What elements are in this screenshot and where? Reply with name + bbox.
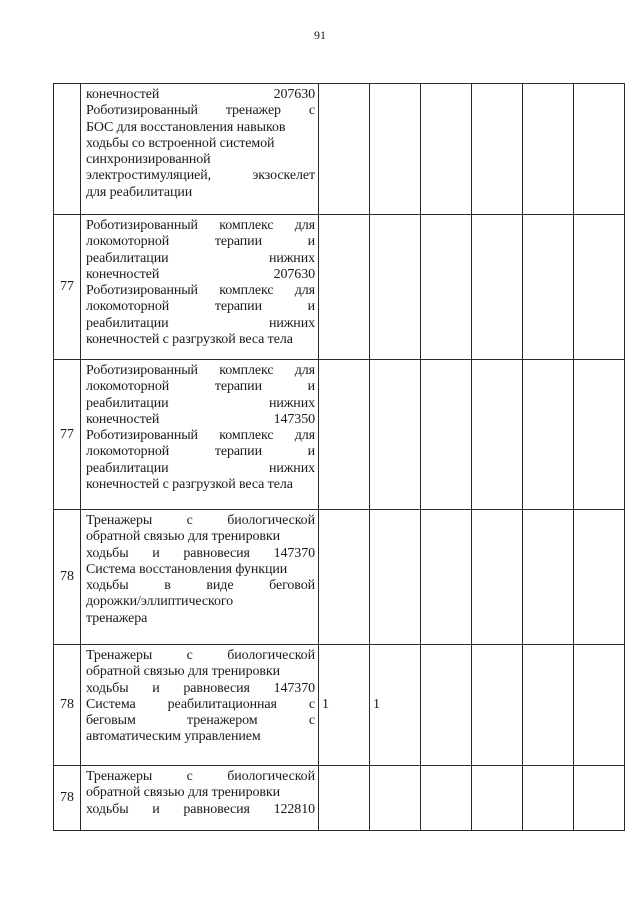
description-line: для реабилитации [86, 184, 193, 200]
description-line: БОС для восстановления навыков [86, 119, 286, 135]
value-cell [523, 360, 574, 510]
table-row [54, 215, 625, 360]
description-line: конечностей с разгрузкой веса тела [86, 477, 293, 493]
description-line: обратной связью для тренировки [86, 529, 280, 545]
value-cell: 1 [319, 645, 370, 766]
value-cell [523, 645, 574, 766]
table-row [54, 360, 625, 510]
value-cell [370, 360, 421, 510]
description-line: обратной связью для тренировки [86, 785, 280, 801]
description-cell [81, 84, 319, 215]
value-cell [472, 510, 523, 645]
description-line: конечностей 207630 [86, 266, 315, 282]
table-row [54, 766, 625, 831]
table-row [54, 645, 625, 766]
value-cell [370, 766, 421, 831]
row-number-cell: 78 [54, 766, 81, 831]
description-line: Система реабилитационная с [86, 696, 315, 712]
description-line: ходьбы в виде беговой [86, 578, 315, 594]
value-cell [421, 360, 472, 510]
description-line: обратной связью для тренировки [86, 664, 280, 680]
value-cell [319, 215, 370, 360]
description-line: автоматическим управлением [86, 729, 261, 745]
description-line: электростимуляцией, экзоскелет [86, 168, 315, 184]
description-line: реабилитации нижних [86, 460, 315, 476]
page-number: 91 [314, 28, 326, 42]
description-line: Тренажеры с биологической [86, 513, 315, 528]
value-cell [370, 215, 421, 360]
value-cell [421, 766, 472, 831]
description-line: беговым тренажером с [86, 713, 315, 729]
description-line: Тренажеры с биологической [86, 648, 315, 663]
value-cell [370, 84, 421, 215]
row-number-cell: 78 [54, 645, 81, 766]
description-line: Роботизированный комплекс для [86, 428, 315, 444]
value-cell [421, 215, 472, 360]
description-cell [81, 360, 319, 510]
value-cell: 1 [370, 645, 421, 766]
value-cell [472, 360, 523, 510]
table-row [54, 84, 625, 215]
value-cell [523, 510, 574, 645]
description-line: локомоторной терапии и [86, 299, 315, 315]
description-line: реабилитации нижних [86, 315, 315, 331]
description-line: синхронизированной [86, 152, 211, 168]
value-cell [319, 766, 370, 831]
description-line: конечностей с разгрузкой веса тела [86, 332, 293, 348]
row-number-cell: 78 [54, 510, 81, 645]
value-cell [370, 510, 421, 645]
value-cell [319, 510, 370, 645]
row-number-cell [54, 84, 81, 215]
value-cell [472, 645, 523, 766]
description-line: локомоторной терапии и [86, 444, 315, 460]
description-line: Система восстановления функции [86, 561, 288, 577]
value-cell [421, 510, 472, 645]
description-line: реабилитации нижних [86, 395, 315, 411]
description-line: тренажера [86, 610, 148, 626]
description-line: реабилитации нижних [86, 250, 315, 266]
row-number-cell: 77 [54, 360, 81, 510]
description-line: Роботизированный комплекс для [86, 283, 315, 299]
description-line: ходьбы и равновесия 122810 [86, 801, 315, 817]
value-cell [574, 766, 625, 831]
value-cell [472, 766, 523, 831]
value-cell [319, 84, 370, 215]
description-cell [81, 215, 319, 360]
description-line: Роботизированный тренажер с [86, 103, 315, 119]
equipment-table [53, 83, 625, 831]
description-line: ходьбы со встроенной системой [86, 135, 275, 151]
value-cell [523, 766, 574, 831]
description-line: локомоторной терапии и [86, 234, 315, 250]
description-line: дорожки/эллиптического [86, 594, 234, 610]
value-cell [472, 84, 523, 215]
description-line: Роботизированный комплекс для [86, 363, 315, 378]
description-line: Тренажеры с биологической [86, 769, 315, 784]
row-number-cell: 77 [54, 215, 81, 360]
value-cell [523, 215, 574, 360]
value-cell [319, 360, 370, 510]
value-cell [421, 84, 472, 215]
value-cell [574, 215, 625, 360]
description-line: Роботизированный комплекс для [86, 218, 315, 233]
description-line: ходьбы и равновесия 147370 [86, 545, 315, 561]
description-line: ходьбы и равновесия 147370 [86, 680, 315, 696]
description-cell [81, 645, 319, 766]
table-row [54, 510, 625, 645]
description-cell [81, 766, 319, 831]
value-cell [523, 84, 574, 215]
description-line: конечностей 207630 [86, 87, 315, 102]
description-cell [81, 510, 319, 645]
value-cell [472, 215, 523, 360]
description-line: локомоторной терапии и [86, 379, 315, 395]
value-cell [574, 510, 625, 645]
value-cell [574, 84, 625, 215]
description-line: конечностей 147350 [86, 411, 315, 427]
value-cell [574, 360, 625, 510]
value-cell [574, 645, 625, 766]
value-cell [421, 645, 472, 766]
